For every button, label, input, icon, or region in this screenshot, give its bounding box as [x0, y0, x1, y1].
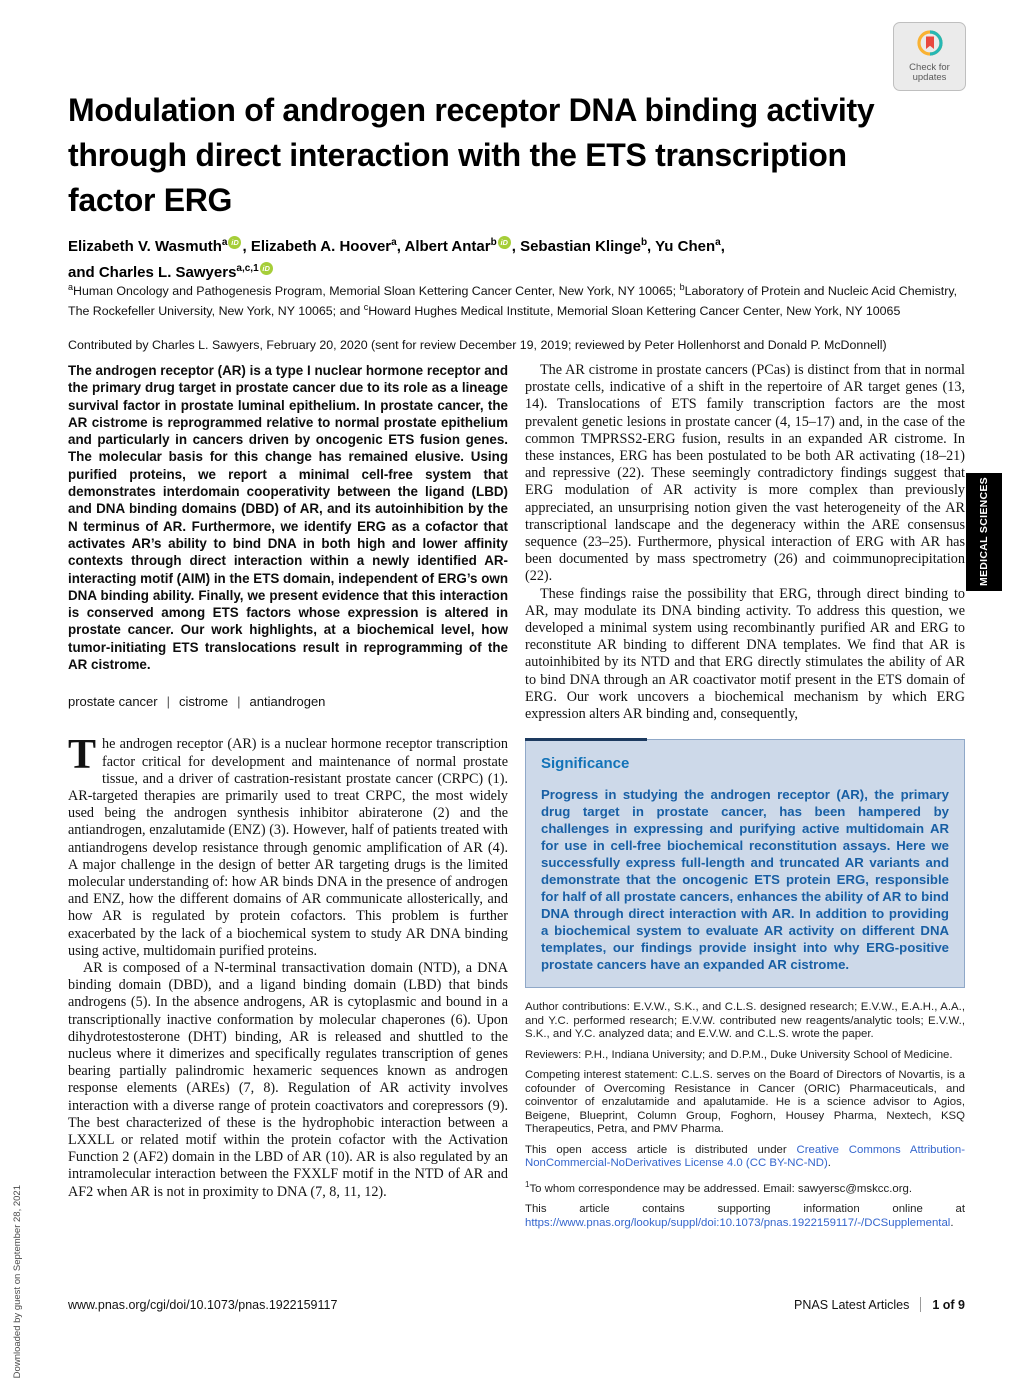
page-number: 1 of 9 [932, 1297, 965, 1312]
keyword: cistrome [179, 694, 229, 710]
footnotes [525, 1001, 965, 1230]
orcid-icon[interactable]: iD [498, 236, 511, 249]
journal-label: PNAS Latest Articles [794, 1297, 910, 1312]
cc-license-link[interactable]: Creative Commons Attribution-NonCommercial-NoDerivatives License 4.0 (CC BY-NC-ND) [525, 1143, 965, 1170]
drop-cap: T [68, 732, 97, 779]
significance-box [525, 739, 965, 988]
supplemental-link[interactable]: https://www.pnas.org/lookup/suppl/doi:10.1073/pnas.1922159117/-/DCSupplemental [525, 1216, 951, 1229]
author-list [68, 232, 968, 284]
badge-label: Check for updates [909, 61, 950, 83]
footnote-correspondence: $^1$To whom correspondence may be addressed. Email: sawyersc@mskcc.org. [525, 1179, 912, 1195]
footnote-open-access: This open access article is distributed under Creative Commons Attribution-NonCommercial-NoDerivatives License 4.0 (CC BY-NC-ND). [525, 1143, 965, 1170]
crossmark-icon [917, 30, 943, 61]
footnote-supporting-info: This article contains supporting information online at https://www.pnas.org/lookup/suppl/doi:10.1073/pnas.1922159117/-/DCSupplemental. [525, 1203, 965, 1229]
footnote-competing-interest: Competing interest statement: C.L.S. serves on the Board of Directors of Novartis, is a cofounder of Overcoming Resistance in Cancer (ORIC) Pharmaceuticals, and coinventor of enzalutamide and apalutamide. He is a science advisor to Agios, Beigene, Blueprint, Column Group, Foghorn, Housey Pharma, Nextech, KSQ Therapeutics, Petra, and PMV Pharma. [525, 1069, 965, 1136]
keyword-separator: | [237, 694, 241, 710]
affiliations: $^a$Human Oncology and Pathogenesis Program, Memorial Sloan Kettering Cancer Center, New York, NY 10065; $^b$Laboratory of Protein and Nucleic Acid Chemistry, The Rockefeller University, New York, NY 10065; and $^c$Howard Hughes Medical Institute, Memorial Sloan Kettering Cancer Center, New York, NY 10065 [68, 282, 958, 319]
right-column [525, 362, 965, 1237]
title-line-1: Modulation of androgen receptor DNA binding activity [68, 92, 875, 128]
author: and Charles L. Sawyers$^{a,c,1}$ iD [68, 264, 274, 281]
left-column [68, 362, 508, 1237]
page-title [68, 88, 1008, 223]
orcid-icon[interactable]: iD [260, 262, 273, 275]
footer-divider [920, 1297, 921, 1312]
body-paragraph-3: The AR cistrome in prostate cancers (PCas) is distinct from that in normal prostate cells, indicative of a shift in the repertoire of AR target genes (13, 14). Translocations of ETS family transcription factors are the most prevalent genetic lesions in prostate cancer (4, 15–17) and, in the case of the common TMPRSS2-ERG fusion, results in an expanded AR cistrome. In these instances, ERG has been postulated to be both AR activating (18–21) and repressive (22). These seemingly contradictory findings suggest that ERG modulation of AR activity is more complex than previously appreciated, an unsurprising notion given the vast heterogeneity of the AR transcriptional landscape and the degeneracy within the ARE consensus sequence (23–25). Furthermore, physical interaction of ERG with AR has been documented by mass spectrometry (26) and coimmunoprecipitation (22). [525, 362, 965, 585]
significance-text: Progress in studying the androgen receptor (AR), the primary drug target in prostate cancer, has been hampered by challenges in expressing and purifying active multidomain AR for use in cell-free biochemical reconstitution assays. Here we successfully express full-length and truncated AR variants and demonstrate that the oncogenic ETS protein ERG, responsible for half of all prostate cancers, enhances the ability of AR to bind DNA through direct interaction with AR. In addition to providing a biochemical system to evaluate AR activity on different DNA templates, our findings provide insight into why ERG-positive prostate cancers have an expanded AR cistrome. [541, 787, 949, 973]
abstract: The androgen receptor (AR) is a type I nuclear hormone receptor and the primary drug target in prostate cancer due to its role as a lineage survival factor in prostate luminal epithelium. In prostate cancer, the AR cistrome is reprogrammed relative to normal prostate epithelium and particularly in cancers driven by oncogenic ETS fusion genes. The molecular basis for this change has remained elusive. Using purified proteins, we report a minimal cell-free system that demonstrates interdomain cooperativity between the ligand (LBD) and DNA binding domains (DBD) of AR, and its autoinhibition by the N terminus of AR. Furthermore, we identify ERG as a cofactor that activates AR’s ability to bind DNA in both high and lower affinity contexts through direct interaction within a newly identified AR-interacting motif (AIM) in the ETS domain, independent of ERG’s own DNA binding ability. Finally, we present evidence that this interaction is conserved among ETS factors whose expression is altered in prostate cancer. Our work highlights, at a biochemical level, how tumor-initiating ETS translocations result in reprogramming of the AR cistrome. [68, 363, 508, 673]
intro-section [68, 732, 508, 1200]
title-line-2: through direct interaction with the ETS transcription [68, 137, 847, 173]
footnote-author-contributions: Author contributions: E.V.W., S.K., and C.L.S. designed research; E.V.W., E.A.H., A.A., and Y.C. performed research; E.V.W. contributed new reagents/analytic tools; E.V.W., S.K., and Y.C. analyzed data; and E.V.W. and C.L.S. wrote the paper. [525, 1001, 965, 1041]
contributed-line: Contributed by Charles L. Sawyers, February 20, 2020 (sent for review December 19, 2019; reviewed by Peter Hollenhorst and Donald P. McDonnell) [68, 338, 887, 352]
download-watermark: Downloaded by guest on September 28, 2021 [12, 1185, 23, 1378]
section-tab [966, 473, 1002, 591]
check-for-updates-badge[interactable] [893, 22, 966, 91]
footnote-reviewers: Reviewers: P.H., Indiana University; and D.P.M., Duke University School of Medicine. [525, 1048, 953, 1061]
title-line-3: factor ERG [68, 182, 233, 218]
intro-paragraph-1: The androgen receptor (AR) is a nuclear hormone receptor transcription factor critical for development and maintenance of normal prostate tissue, and a driver of castration-resistant prostate cancer (CRPC) (1). AR-targeted therapies are primarily used to treat CRPC, the most widely used being the androgen synthesis inhibitor abiraterone (2) and the antiandrogen, enzalutamide (ENZ) (3). However, half of patients treated with antiandrogens develop resistance through genomic amplification of AR (4). A major challenge in the design of better AR targeting drugs is the limited molecular understanding of: how AR binds DNA in the presence of androgen and ENZ, how the different domains of AR communicate allosterically, and how AR is regulated by protein cofactors. This problem is further exacerbated by the lack of a biochemical system to study AR DNA binding using active, multidomain purified proteins. [68, 732, 508, 959]
doi-url[interactable]: www.pnas.org/cgi/doi/10.1073/pnas.1922159117 [68, 1297, 338, 1312]
right-column-text [525, 362, 965, 723]
section-tab-label: MEDICAL SCIENCES [978, 477, 990, 587]
author: Elizabeth A. Hoover$^a$, [250, 237, 405, 255]
author: Elizabeth V. Wasmuth$^a$ iD , [68, 237, 251, 255]
author: Yu Chen$^a$, [655, 237, 725, 255]
body-paragraph-4: These findings raise the possibility that ERG, through direct binding to AR, may modulate its DNA binding activity. To address this question, we developed a minimal system using recombinantly purified AR and ERG to reconstitute AR binding to different DNA templates. We find that AR is autoinhibited by its NTD and that ERG directly stimulates the ability of AR to bind DNA through an AR coactivator motif present in the ETS domain of ERG. Our work uncovers a biochemical mechanism by which ERG expression alters AR binding and, consequently, [525, 585, 965, 723]
footer-right [794, 1297, 965, 1312]
keyword: antiandrogen [249, 694, 326, 710]
keywords-line [68, 694, 508, 709]
author: Sebastian Klinge$^b$, [520, 237, 656, 255]
article-body [68, 362, 965, 1237]
keyword-separator: | [166, 694, 170, 710]
keyword: prostate cancer [68, 694, 158, 710]
intro-paragraph-2: AR is composed of a N-terminal transactivation domain (NTD), a DNA binding domain (DBD), and a ligand binding domain (LBD) that binds androgens (5). In the absence androgens, AR is cytoplasmic and bound in a transcriptionally inactive conformation by molecular chaperones (6). Upon dihydrotestosterone (DHT) binding, AR is released and shuttled to the nucleus where it dimerizes and specifically regulates transcription of genes bearing partially palindromic hexameric sequences known as androgen response elements (AREs) (7, 8). Regulation of AR activity involves interaction with a diverse range of protein coactivators and corepressors (9). The best characterized of these is the hydrophobic interaction between a LXXLL or related motif within the protein cofactor with the Activation Function 2 (AF2) domain in the LBD of AR (10). AR is also regulated by an intramolecular interaction between the FXXLF motif in the NTD of AR and AF2 when AR is not in proximity to DNA (7, 8, 11, 12). [68, 959, 508, 1200]
page-footer [68, 1297, 965, 1312]
orcid-icon[interactable]: iD [228, 236, 241, 249]
significance-heading: Significance [541, 755, 630, 773]
author: Albert Antar$^b$ iD , [404, 237, 521, 255]
